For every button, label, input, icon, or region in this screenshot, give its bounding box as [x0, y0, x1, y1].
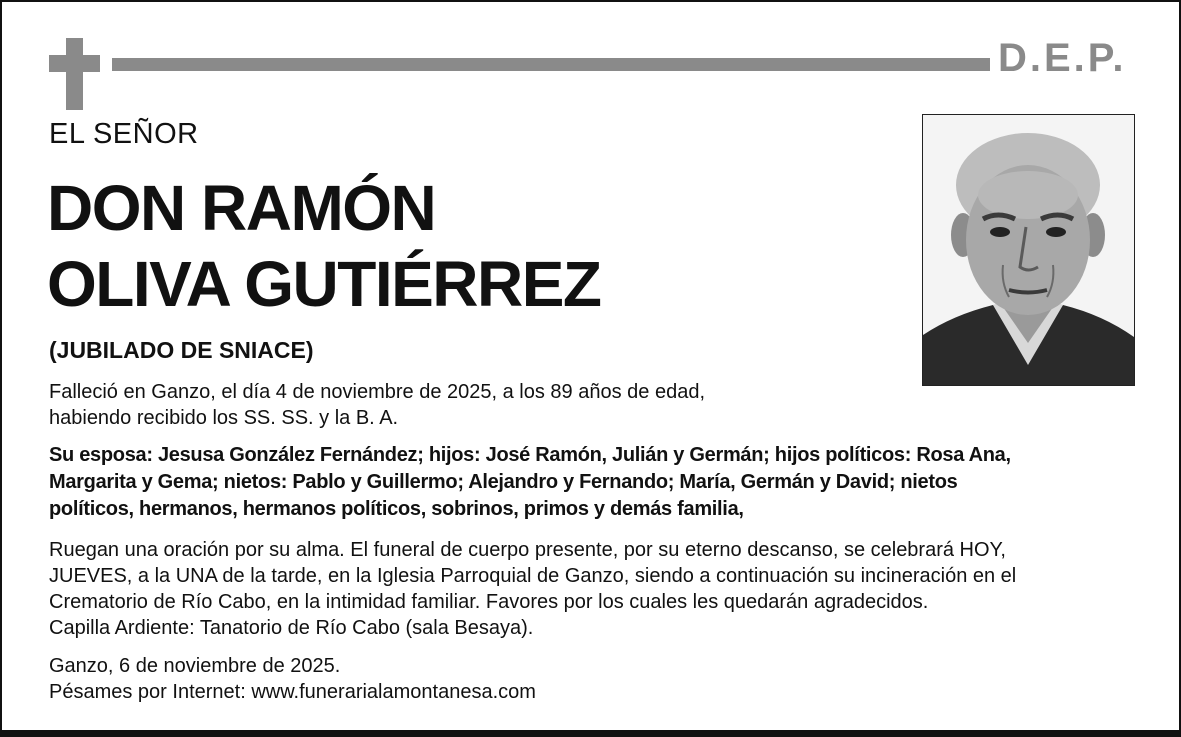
family-line: Margarita y Gema; nietos: Pablo y Guillermo; Alejandro y Fernando; María, Germán y David; nietos: [49, 471, 958, 493]
cross-icon: [66, 38, 83, 110]
name-line-2: OLIVA GUTIÉRREZ: [47, 248, 601, 320]
portrait-photo: [922, 114, 1135, 386]
family-line: Su esposa: Jesusa González Fernández; hijos: José Ramón, Julián y Germán; hijos políticos: Rosa Ana,: [49, 444, 1011, 466]
intro-label: EL SEÑOR: [49, 118, 199, 150]
death-notice-line: habiendo recibido los SS. SS. y la B. A.: [49, 407, 399, 429]
occupation: (JUBILADO DE SNIACE): [49, 337, 314, 363]
condolence-web: Pésames por Internet: www.funerarialamontanesa.com: [49, 681, 536, 703]
family-list: [49, 442, 1011, 523]
cross-icon-bar: [49, 55, 100, 72]
portrait-illustration: [923, 115, 1134, 385]
place-date: Ganzo, 6 de noviembre de 2025.: [49, 655, 341, 677]
service-line: Ruegan una oración por su alma. El funeral de cuerpo presente, por su eterno descanso, se celebrará HOY,: [49, 539, 1006, 561]
chapel-line: Capilla Ardiente: Tanatorio de Río Cabo (sala Besaya).: [49, 617, 534, 639]
header-rule: [112, 58, 990, 71]
deceased-name: [47, 170, 601, 322]
dep-mark: D.E.P.: [998, 36, 1127, 80]
service-line: JUEVES, a la UNA de la tarde, en la Iglesia Parroquial de Ganzo, siendo a continuación su incineración en el: [49, 565, 1017, 587]
service-line: Crematorio de Río Cabo, en la intimidad familiar. Favores por los cuales les quedarán agradecidos.: [49, 591, 929, 613]
family-line: políticos, hermanos, hermanos políticos, sobrinos, primos y demás familia,: [49, 498, 744, 520]
name-line-1: DON RAMÓN: [47, 172, 436, 244]
death-notice-line: Falleció en Ganzo, el día 4 de noviembre de 2025, a los 89 años de edad,: [49, 381, 706, 403]
